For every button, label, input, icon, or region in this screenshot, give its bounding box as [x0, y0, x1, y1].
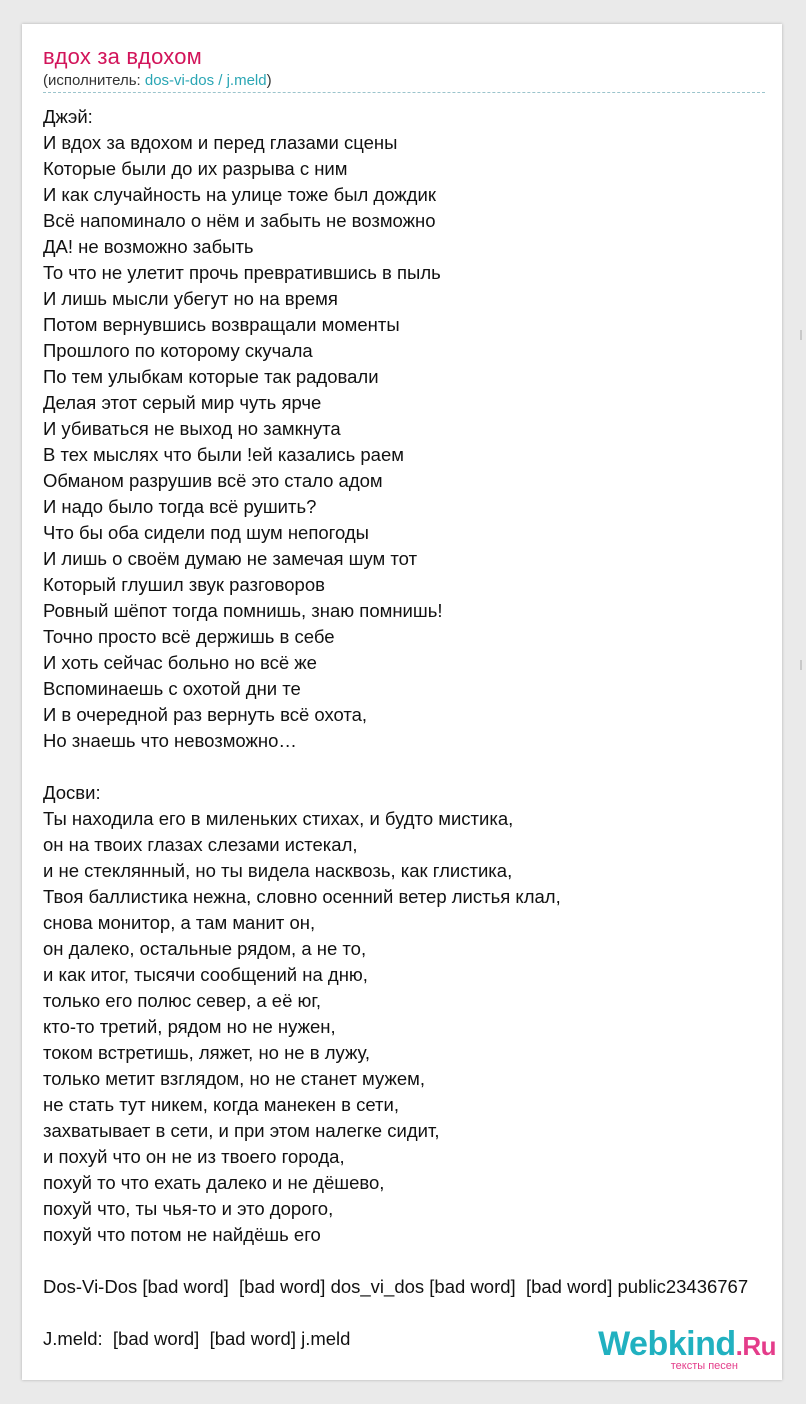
lyric-line: И лишь мысли убегут но на время [43, 288, 338, 309]
lyric-line: кто-то третий, рядом но не нужен, [43, 1016, 336, 1037]
artist-link[interactable]: dos-vi-dos / j.meld [144, 72, 267, 89]
logo-tagline: тексты песен [670, 1360, 738, 1372]
lyric-line: только его полюс север, а её юг, [43, 990, 321, 1011]
song-title: вдох за вдохом [43, 44, 202, 69]
lyric-line: и похуй что он не из твоего города, [43, 1146, 345, 1167]
lyric-line: Но знаешь что невозможно… [43, 730, 297, 751]
lyric-line: По тем улыбкам которые так радовали [43, 366, 379, 387]
lyric-line: не стать тут никем, когда манекен в сети, [43, 1094, 400, 1115]
lyric-line: Прошлого по которому скучала [43, 340, 313, 361]
artist-suffix: ) [266, 72, 272, 89]
lyric-line: И лишь о своём думаю не замечая шум тот [43, 548, 418, 569]
lyric-line: Потом вернувшись возвращали моменты [43, 314, 400, 335]
lyric-line: В тех мыслях что были !ей казались раем [43, 444, 404, 465]
artist-line [43, 72, 272, 89]
lyric-line: захватывает в сети, и при этом налегке сидит, [43, 1120, 440, 1141]
lyric-line: J.meld: [bad word] [bad word] j.meld [43, 1328, 351, 1349]
lyric-line: И в очередной раз вернуть всё охота, [43, 704, 368, 725]
lyric-line: Делая этот серый мир чуть ярче [43, 392, 322, 413]
lyric-line: То что не улетит прочь превратившись в пыль [43, 262, 441, 283]
lyric-line: Dos-Vi-Dos [bad word] [bad word] dos_vi_dos [bad word] [bad word] public23436767 [43, 1276, 749, 1297]
lyric-line: И хоть сейчас больно но всё же [43, 652, 317, 673]
lyric-line: похуй то что ехать далеко и не дёшево, [43, 1172, 385, 1193]
divider [43, 92, 765, 93]
lyric-line: Всё напоминало о нём и забыть не возможно [43, 210, 436, 231]
lyric-line: только метит взглядом, но не станет мужем, [43, 1068, 425, 1089]
lyric-line: Досви: [43, 782, 101, 803]
lyric-line: И как случайность на улице тоже был дождик [43, 184, 436, 205]
lyric-line: Ты находила его в миленьких стихах, и будто мистика, [43, 808, 514, 829]
lyric-line: Что бы оба сидели под шум непогоды [43, 522, 369, 543]
lyric-line: Которые были до их разрыва с ним [43, 158, 348, 179]
lyrics-text [43, 104, 782, 1352]
lyrics-card [22, 24, 782, 1380]
lyric-line: током встретишь, ляжет, но не в лужу, [43, 1042, 371, 1063]
lyric-line: И вдох за вдохом и перед глазами сцены [43, 132, 398, 153]
lyric-line: Твоя баллистика нежна, словно осенний ветер листья клал, [43, 886, 561, 907]
lyric-line: Точно просто всё держишь в себе [43, 626, 335, 647]
lyric-line: ДА! не возможно забыть [43, 236, 254, 257]
webkind-logo[interactable] [598, 1327, 776, 1372]
logo-tld: .Ru [735, 1331, 776, 1361]
lyric-line: похуй что потом не найдёшь его [43, 1224, 321, 1245]
logo-name: Webkind [598, 1325, 736, 1363]
lyric-line [43, 754, 782, 780]
lyric-line: Джэй: [43, 106, 93, 127]
lyric-line: Обманом разрушив всё это стало адом [43, 470, 383, 491]
lyric-line: похуй что, ты чья-то и это дорого, [43, 1198, 334, 1219]
lyric-line [43, 1300, 782, 1326]
lyric-line [43, 1248, 782, 1274]
artist-prefix: (исполнитель: [43, 72, 145, 89]
lyric-line: он на твоих глазах слезами истекал, [43, 834, 358, 855]
lyric-line: Который глушил звук разговоров [43, 574, 325, 595]
scroll-edge-mark [800, 660, 802, 670]
lyric-line: и как итог, тысячи сообщений на дню, [43, 964, 368, 985]
scroll-edge-mark [800, 330, 802, 340]
lyric-line: И надо было тогда всё рушить? [43, 496, 317, 517]
lyric-line: Вспоминаешь с охотой дни те [43, 678, 301, 699]
lyric-line: И убиваться не выход но замкнута [43, 418, 341, 439]
lyric-line: и не стеклянный, но ты видела насквозь, как глистика, [43, 860, 513, 881]
lyric-line: Ровный шёпот тогда помнишь, знаю помнишь! [43, 600, 443, 621]
lyric-line: он далеко, остальные рядом, а не то, [43, 938, 367, 959]
lyric-line: снова монитор, а там манит он, [43, 912, 316, 933]
